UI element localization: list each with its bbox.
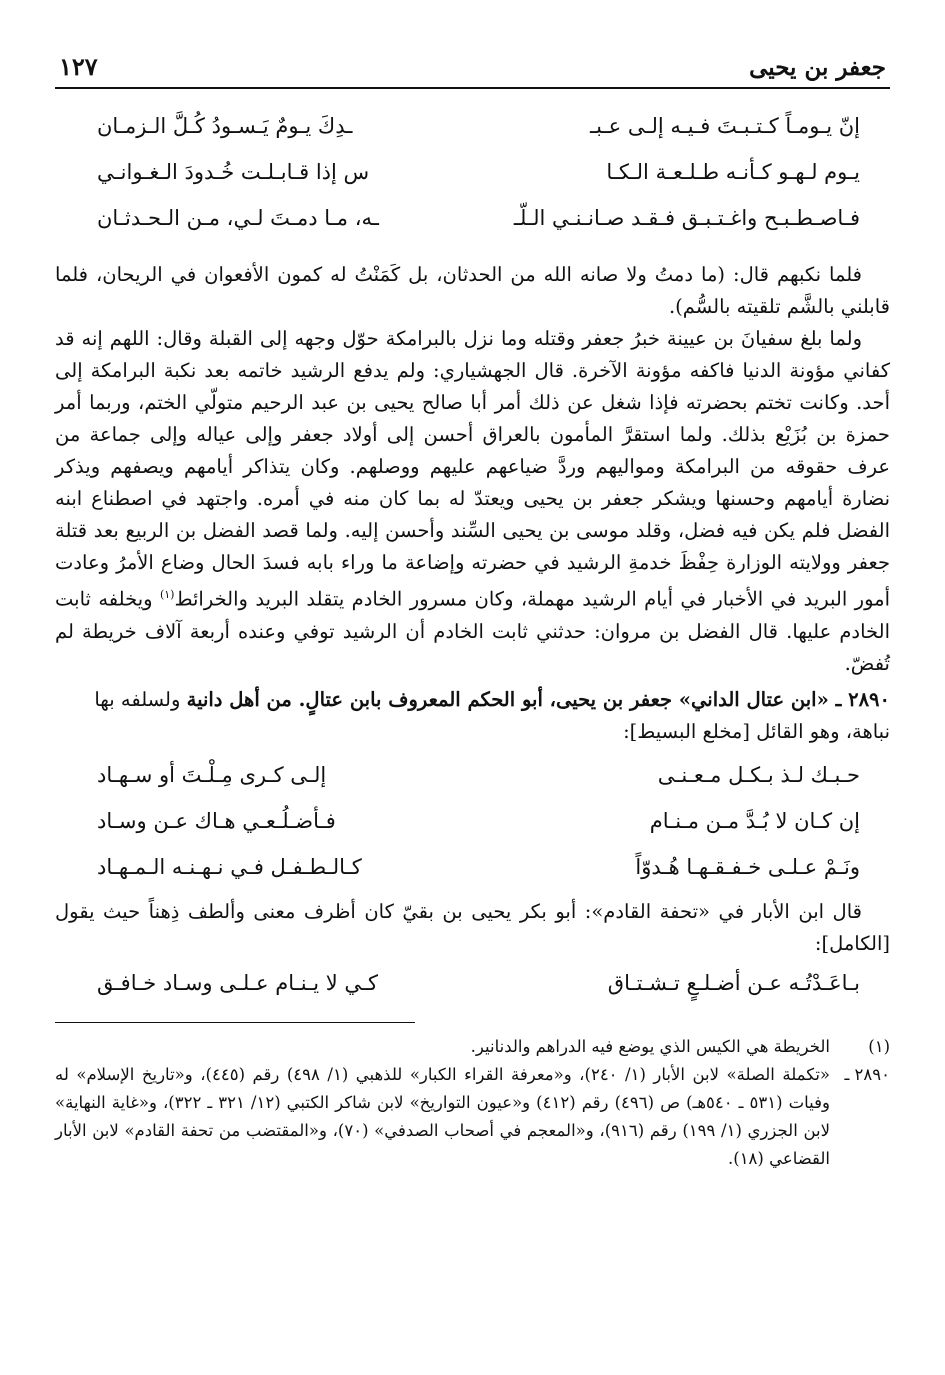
hemistich-second: ـه، مـا دمـتَ لـي، مـن الـحـدثـان <box>97 206 379 230</box>
footnote-ref: ٢٨٩٠ ـ <box>844 1064 890 1084</box>
chapter-title: جعفر بن يحيى <box>749 54 886 81</box>
verse <box>55 103 890 149</box>
hemistich-first: يـوم لـهـو كـأنـه طـلـعـة الـكـا <box>606 160 860 184</box>
entry-text: ولسلفه بها نباهة، وهو القائل [مخلع البسيط]: <box>94 687 890 743</box>
hemistich-first: إنّ يـومـاً كـتـبـتَ فـيـه إلـى عـبـ <box>589 114 860 138</box>
hemistich-first: حـبـك لـذ بـكـل مـعـنـى <box>657 762 860 787</box>
footnote-text: الخريطة هي الكيس الذي يوضع فيه الدراهم والدنانير. <box>470 1036 830 1056</box>
footnote-ref: (١) <box>868 1036 890 1056</box>
paragraph-history-tail: ويخلفه ثابت الخادم عليها. قال الفضل بن مروان: حدثني ثابت الخادم أن الرشيد توفي وعنده أربعة آلاف خريطة لم تُفضّ. <box>55 587 890 675</box>
page-number: ١٢٧ <box>59 52 98 81</box>
footnote-separator <box>55 1022 415 1023</box>
paragraph-history-text: ولما بلغ سفيانَ بن عيينة خبرُ جعفر وقتله وما نزل بالبرامكة حوّل وجهه إلى القبلة وقال: اللهم إنه قد كفاني مؤونة الدنيا فاكفه مؤونة الآخرة. قال الجهشياري: ولم يدفع الرشيد خاتمه بعد نكبة البرامكة إلى أحد. وكانت تختم بحضرته فإذا شغل عن ذلك أمر أبا صالح يحيى بن عبد الرحيم متولّي الختم، وربما أمر حمزة بن بُزَيْع بذلك. ولما استقرَّ المأمون بالعراق أحسن إلى أولاد جعفر وإلى عياله وإلى جماعة من عرف حقوقه من البرامكة ومواليهم وردَّ ضياعهم عليهم ووصلهم. وكان يتذاكر أيامهم ويصفهم ويذكر نضارة أيامهم وحسنها ويشكر جعفر بن يحيى ويعتدّ له بما كان منه في أمره. واجتهد في اصطناع ابنه الفضل فلم يكن فيه فضل، وقلد موسى بن يحيى السِّند وأحسن إليه. ولما قصد الفضل بن الربيع بعد قتلة جعفر وولايته الوزارة حِفْظَ خدمةِ الرشيد في حضرته وإضاعة ما وراء بابه فسدَ الحال وضاع الأمرُ وعادت أمور البريد في الأخبار في أيام الرشيد مهملة، وكان مسرور الخادم يتقلد البريد والخرائط <box>55 327 891 611</box>
hemistich-second: فـأضـلُـعـي هـاك عـن وسـاد <box>97 808 336 833</box>
hemistich-first: بـاعَـدْتُـه عـن أضـلـعٍ تـشـتـاق <box>607 970 860 995</box>
hemistich-second: كـي لا يـنـام عـلـى وسـاد خـافـق <box>97 970 379 995</box>
verse <box>55 149 890 195</box>
hemistich-second: س إذا قـابـلـت خُـدودَ الـغـوانـي <box>97 160 370 184</box>
verse <box>55 195 890 241</box>
entry-heading: ٢٨٩٠ ـ «ابن عتال الداني» جعفر بن يحيى، أبو الحكم المعروف بابن عتالٍ. من أهل دانية <box>186 687 890 711</box>
hemistich-first: فـاصـطـبـح واغـتـبـق فـقـد صـانـنـي الـلّـ <box>513 206 860 230</box>
hemistich-second: إلـى كـرى مِـلْـتَ أو سـهـاد <box>97 762 327 787</box>
paragraph-ibn-al-abbar: قال ابن الأبار في «تحفة القادم»: أبو بكر يحيى بن بقيّ كان أظرف معنى وألطف ذِهناً حيث يقول [الكامل]: <box>55 899 890 955</box>
hemistich-second: ـدِكَ يـومٌ يَـسـودُ كُـلَّ الـزمـان <box>97 114 353 138</box>
footnote <box>55 1033 890 1061</box>
hemistich-first: ونَـمْ عـلـى خـفـقـهـا هُـدوّاً <box>635 854 860 879</box>
footnote <box>55 1061 890 1173</box>
book-page <box>55 52 890 1173</box>
footnote-marker[interactable]: (١) <box>159 588 175 601</box>
paragraph-history <box>55 323 890 680</box>
biography-entry <box>55 684 890 748</box>
footnote-text: «تكملة الصلة» لابن الأبار (١/ ٢٤٠)، و«معرفة القراء الكبار» للذهبي (١/ ٤٩٨) رقم (٤٤٥)، و«تاريخ الإسلام» له وفيات (٥٣١ ـ ٥٤٠هـ) ص (٤٩٦) رقم (٤١٢) و«عيون التواريخ» لابن شاكر الكتبي (١٢/ ٣٢١ ـ ٣٢٢)، و«غاية النهاية» لابن الجزري (١/ ١٩٩) رقم (٩١٦)، و«المعجم في أصحاب الصدفي» (٧٠)، و«المقتضب من تحفة القادم» لابن الأبار القضاعي (١٨). <box>55 1064 831 1168</box>
poem-3 <box>55 960 890 1006</box>
verse <box>55 960 890 1006</box>
hemistich-second: كـالـطـفـل فـي نـهـنـه الـمـهـاد <box>97 854 362 879</box>
verse <box>55 798 890 844</box>
hemistich-first: إن كـان لا بُـدَّ مـن مـنـام <box>649 808 860 833</box>
paragraph-nakba: فلما نكبهم قال: (ما دمتُ ولا صانه الله من الحدثان، بل كَمَنْتُ له كمون الأفعوان في الريحان، فلما قابلني بالشَّم تلقيته بالسُّم). <box>55 263 890 318</box>
poem-2 <box>55 752 890 890</box>
verse <box>55 844 890 890</box>
running-header <box>55 52 890 89</box>
footnotes <box>55 1033 890 1173</box>
poem-1 <box>55 103 890 241</box>
verse <box>55 752 890 798</box>
